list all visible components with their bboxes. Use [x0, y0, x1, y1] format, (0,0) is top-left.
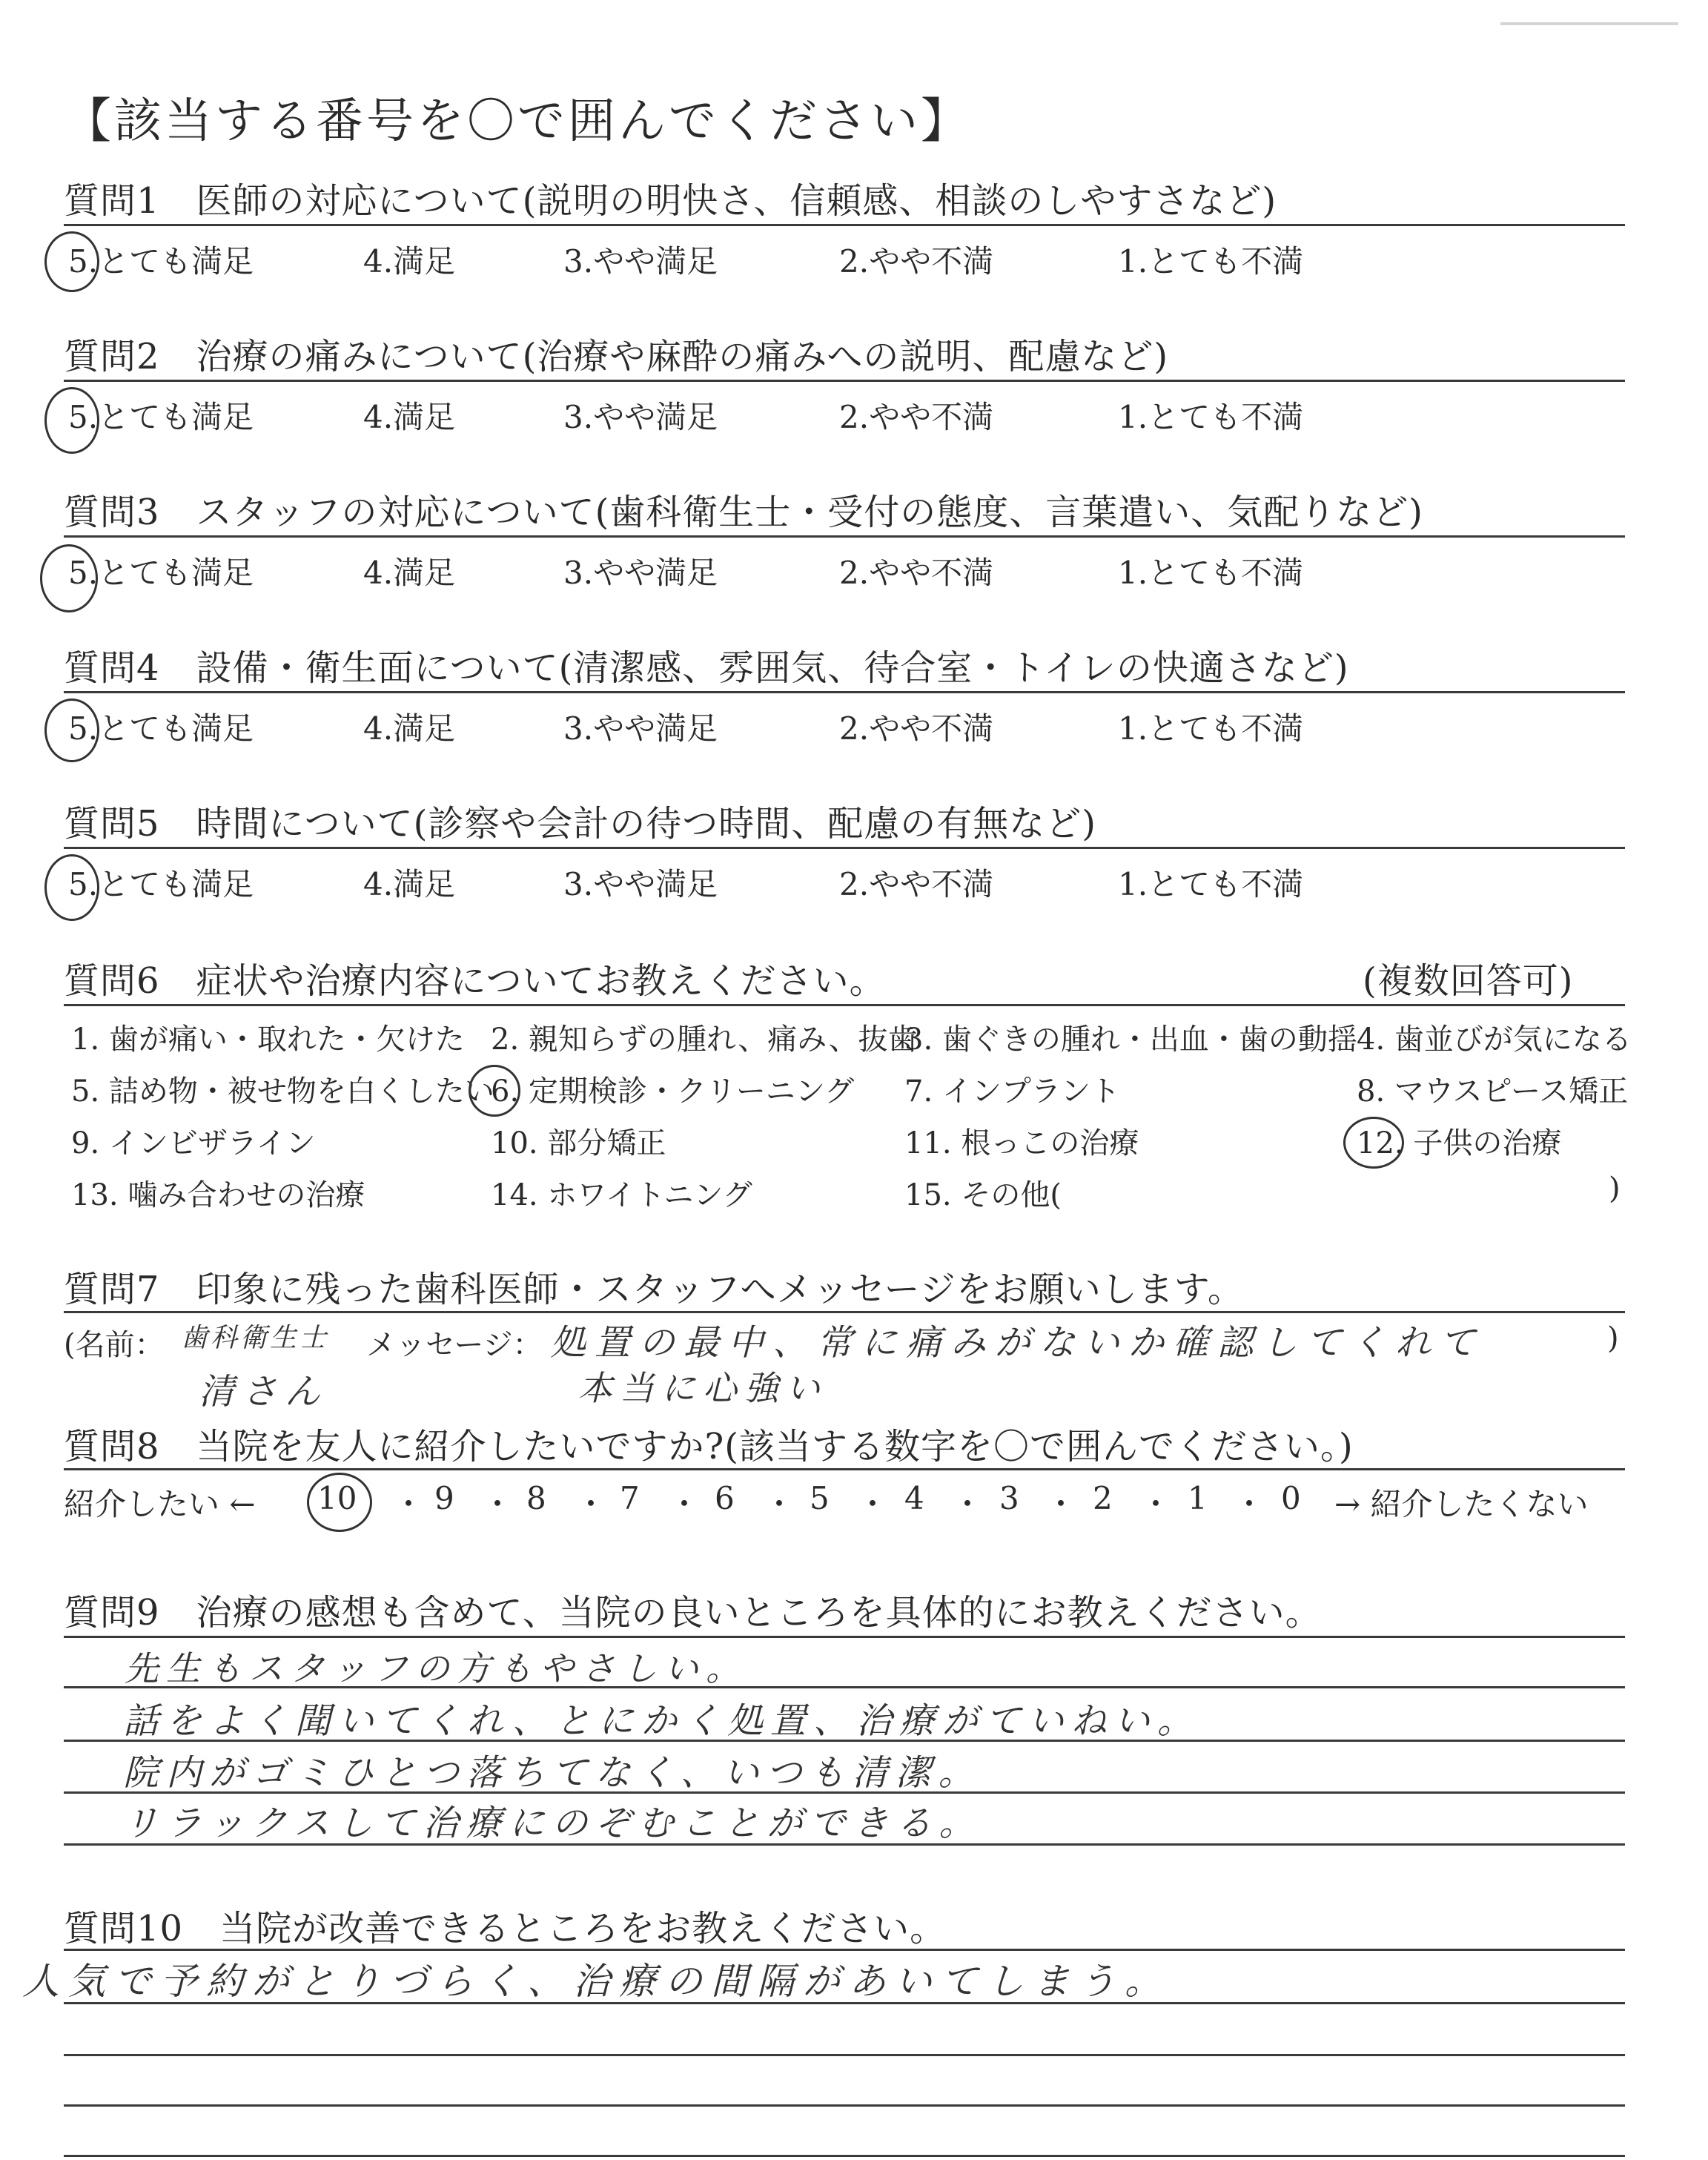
selection-circle [44, 387, 99, 454]
scale-separator: ・ [393, 1486, 425, 1522]
handwritten-answer-1[interactable]: 先生もスタッフの方もやさしい。 [125, 1648, 747, 1688]
answer-line [64, 2054, 1625, 2056]
q1-option-5[interactable]: 5.とても満足 [68, 243, 254, 280]
multiple-answer-note: (複数回答可) [1363, 960, 1574, 1002]
q4-option-1[interactable]: 1.とても不満 [1118, 710, 1304, 747]
q6-item-7[interactable]: 7. インプラント [904, 1074, 1120, 1109]
q2-option-3[interactable]: 3.やや満足 [563, 399, 718, 435]
answer-line [64, 1843, 1625, 1846]
scale-separator: ・ [482, 1486, 514, 1522]
q5-option-5[interactable]: 5.とても満足 [68, 866, 254, 902]
scan-edge [1500, 22, 1678, 25]
scale-separator: ・ [1140, 1486, 1172, 1522]
selection-circle [1343, 1117, 1404, 1169]
handwritten-answer-2[interactable]: 話をよく聞いてくれ、とにかく処置、治療がていねい。 [123, 1700, 1200, 1742]
selection-circle [40, 544, 98, 612]
q6-item-15[interactable]: 15. その他( [904, 1178, 1062, 1212]
q4-option-5[interactable]: 5.とても満足 [68, 710, 254, 747]
divider [64, 1949, 1625, 1951]
selection-circle [307, 1473, 372, 1532]
question-7-heading: 質問7 印象に残った歯科医師・スタッフへメッセージをお願いします。 [64, 1269, 1244, 1310]
answer-line [64, 1686, 1625, 1688]
handwritten-message-1[interactable]: 処置の最中、常に痛みがないか確認してくれて [550, 1322, 1485, 1364]
q6-item-13[interactable]: 13. 噛み合わせの治療 [71, 1178, 365, 1212]
scale-separator: ・ [669, 1486, 701, 1522]
question-10-heading: 質問10 当院が改善できるところをお教えください。 [64, 1908, 947, 1949]
q4-option-2[interactable]: 2.やや不満 [839, 710, 994, 747]
selection-circle [44, 231, 99, 292]
q6-item-5[interactable]: 5. 詰め物・被せ物を白くしたい [71, 1074, 494, 1109]
divider [64, 1311, 1625, 1313]
q3-option-2[interactable]: 2.やや不満 [839, 555, 994, 591]
question-1-heading: 質問1 医師の対応について(説明の明快さ、信頼感、相談のしやすさなど) [64, 180, 1277, 222]
divider [64, 847, 1625, 849]
scale-1[interactable]: 1 [1188, 1480, 1208, 1516]
q2-option-1[interactable]: 1.とても不満 [1118, 399, 1304, 435]
scale-5[interactable]: 5 [810, 1480, 830, 1516]
scale-7[interactable]: 7 [620, 1480, 640, 1516]
q5-option-4[interactable]: 4.満足 [363, 866, 456, 902]
name-label: (名前： [64, 1328, 165, 1362]
q1-option-3[interactable]: 3.やや満足 [563, 243, 718, 280]
divider [64, 1636, 1625, 1638]
divider [64, 691, 1625, 693]
q3-option-1[interactable]: 1.とても不満 [1118, 555, 1304, 591]
scale-separator: ・ [764, 1486, 795, 1522]
scale-3[interactable]: 3 [999, 1480, 1019, 1516]
q6-item-6[interactable]: 6. 定期検診・クリーニング [491, 1074, 855, 1109]
handwritten-improvement[interactable]: 人気で予約がとりづらく、治療の間隔があいてしまう。 [22, 1960, 1171, 2003]
answer-line [64, 1791, 1625, 1794]
question-2-heading: 質問2 治療の痛みについて(治療や麻酔の痛みへの説明、配慮など) [64, 336, 1169, 377]
scale-8[interactable]: 8 [526, 1480, 546, 1516]
q6-item-10[interactable]: 10. 部分矯正 [491, 1126, 666, 1160]
q5-option-2[interactable]: 2.やや不満 [839, 866, 994, 902]
handwritten-answer-4[interactable]: リラックスして治療にのぞむことができる。 [123, 1803, 982, 1844]
divider [64, 535, 1625, 538]
scale-0[interactable]: 0 [1281, 1480, 1301, 1516]
scale-separator: ・ [1234, 1486, 1265, 1522]
page-title: 【該当する番号を〇で囲んでください】 [64, 94, 971, 149]
handwritten-answer-3[interactable]: 院内がゴミひとつ落ちてなく、いつも清潔。 [123, 1752, 982, 1794]
q4-option-3[interactable]: 3.やや満足 [563, 710, 718, 747]
q6-item-2[interactable]: 2. 親知らずの腫れ、痛み、抜歯 [491, 1023, 918, 1057]
answer-line [64, 2002, 1625, 2004]
scale-separator: ・ [575, 1486, 607, 1522]
q2-option-2[interactable]: 2.やや不満 [839, 399, 994, 435]
q5-option-3[interactable]: 3.やや満足 [563, 866, 718, 902]
question-4-heading: 質問4 設備・衛生面について(清潔感、雰囲気、待合室・トイレの快適さなど) [64, 647, 1349, 689]
scale-6[interactable]: 6 [715, 1480, 735, 1516]
q3-option-4[interactable]: 4.満足 [363, 555, 456, 591]
q3-option-5[interactable]: 5.とても満足 [68, 555, 254, 591]
selection-circle [469, 1065, 520, 1117]
message-close: ) [1607, 1321, 1619, 1355]
q6-item-4[interactable]: 4. 歯並びが気になる [1357, 1023, 1632, 1057]
q6-item-9[interactable]: 9. インビザライン [71, 1126, 316, 1160]
q2-option-4[interactable]: 4.満足 [363, 399, 456, 435]
q1-option-4[interactable]: 4.満足 [363, 243, 456, 280]
answer-line [64, 2104, 1625, 2107]
divider [64, 224, 1625, 226]
question-6-heading: 質問6 症状や治療内容についてお教えください。 [64, 960, 886, 1002]
scale-9[interactable]: 9 [434, 1480, 454, 1516]
scale-separator: ・ [952, 1486, 984, 1522]
question-5-heading: 質問5 時間について(診察や会計の待つ時間、配慮の有無など) [64, 803, 1097, 845]
q2-option-5[interactable]: 5.とても満足 [68, 399, 254, 435]
scale-4[interactable]: 4 [904, 1480, 924, 1516]
q6-item-1[interactable]: 1. 歯が痛い・取れた・欠けた [71, 1023, 465, 1057]
question-8-heading: 質問8 当院を友人に紹介したいですか?(該当する数字を〇で囲んでください。) [64, 1426, 1354, 1467]
q6-other-close: ) [1609, 1172, 1621, 1206]
scale-separator: ・ [857, 1486, 889, 1522]
q1-option-2[interactable]: 2.やや不満 [839, 243, 994, 280]
divider [64, 1468, 1625, 1470]
question-3-heading: 質問3 スタッフの対応について(歯科衛生士・受付の態度、言葉遣い、気配りなど) [64, 492, 1424, 533]
handwritten-name-1[interactable]: 歯科衛生士 [181, 1323, 330, 1353]
handwritten-message-2[interactable]: 本当に心強い [578, 1368, 827, 1408]
q3-option-3[interactable]: 3.やや満足 [563, 555, 718, 591]
scale-left-label: 紹介したい ← [64, 1486, 256, 1522]
q6-item-8[interactable]: 8. マウスピース矯正 [1357, 1074, 1629, 1109]
q6-item-3[interactable]: 3. 歯ぐきの腫れ・出血・歯の動揺 [904, 1023, 1357, 1057]
handwritten-name-2[interactable]: 清さん [199, 1371, 328, 1413]
q6-item-11[interactable]: 11. 根っこの治療 [904, 1126, 1139, 1160]
divider [64, 380, 1625, 382]
scale-2[interactable]: 2 [1093, 1480, 1113, 1516]
answer-line [64, 2155, 1625, 2157]
q6-item-14[interactable]: 14. ホワイトニング [491, 1178, 752, 1212]
q5-option-1[interactable]: 1.とても不満 [1118, 866, 1304, 902]
divider [64, 1004, 1625, 1006]
answer-line [64, 1740, 1625, 1742]
scale-right-label: → 紹介したくない [1334, 1486, 1589, 1522]
question-9-heading: 質問9 治療の感想も含めて、当院の良いところを具体的にお教えください。 [64, 1592, 1322, 1634]
message-label: メッセージ： [366, 1328, 543, 1362]
q1-option-1[interactable]: 1.とても不満 [1118, 243, 1304, 280]
q6-item-12[interactable]: 12. 子供の治療 [1357, 1126, 1562, 1160]
selection-circle [44, 854, 99, 921]
selection-circle [44, 698, 99, 762]
scale-10[interactable]: 10 [317, 1480, 357, 1516]
q4-option-4[interactable]: 4.満足 [363, 710, 456, 747]
scale-separator: ・ [1045, 1486, 1077, 1522]
